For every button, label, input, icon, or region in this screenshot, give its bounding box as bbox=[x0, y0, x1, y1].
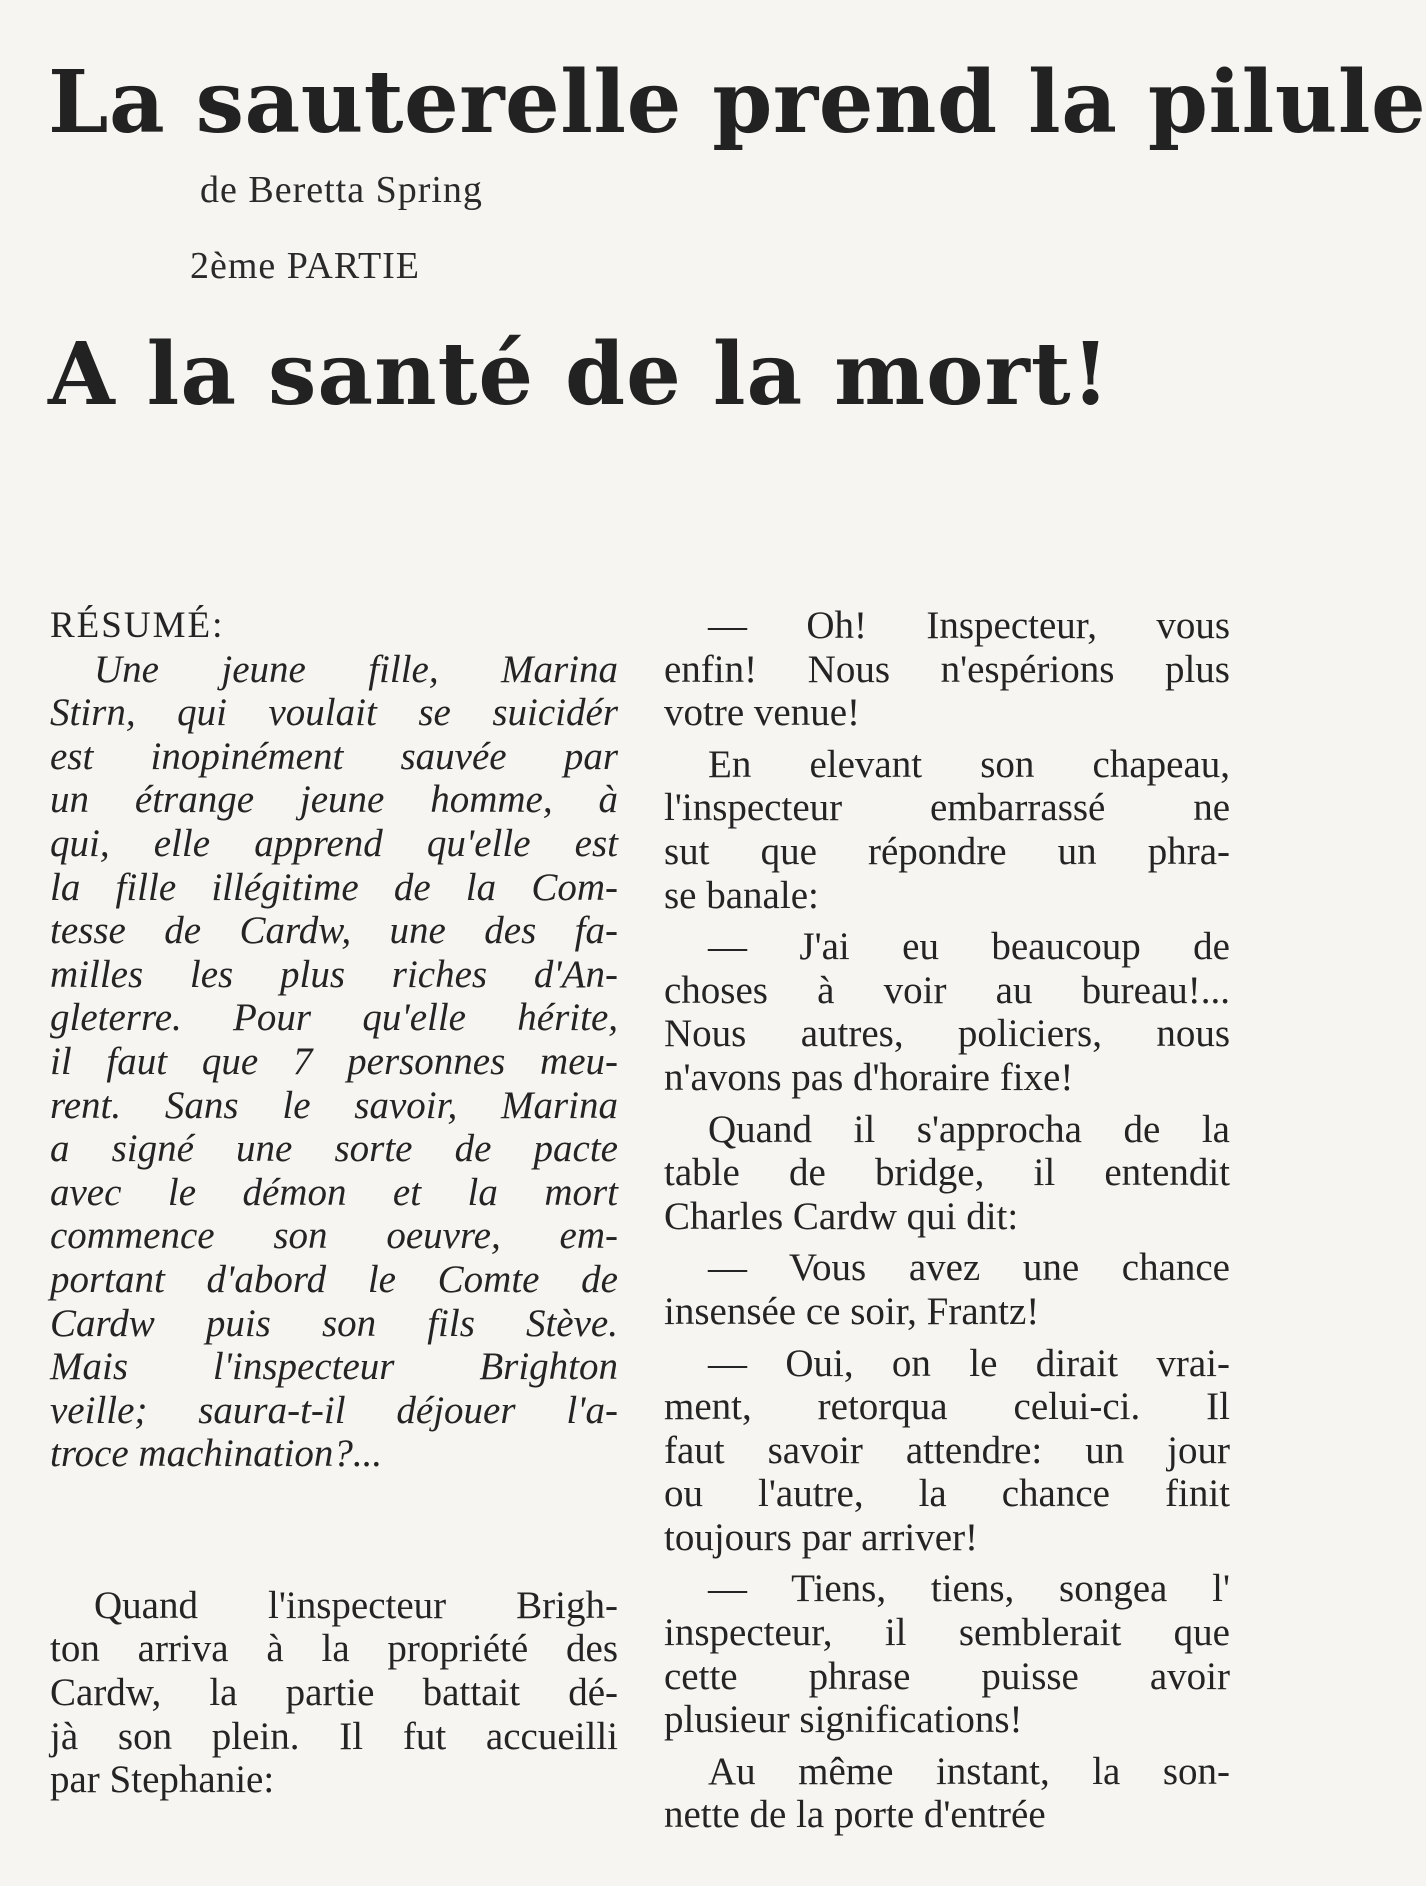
paragraph-line: Au même instant, la son- bbox=[708, 1749, 1230, 1793]
paragraph-line: n'avons pas d'horaire fixe! bbox=[664, 1055, 1074, 1099]
story-title: La sauterelle prend la pilule bbox=[48, 52, 1426, 153]
summary-line: Mais l'inspecteur Brighton bbox=[50, 1345, 618, 1389]
paragraph-line: l'inspecteur embarrassé ne bbox=[664, 786, 1230, 830]
resume-summary bbox=[50, 648, 618, 1476]
body-line: Cardw, la partie battait dé- bbox=[50, 1671, 618, 1715]
summary-line: avec le démon et la mort bbox=[50, 1170, 618, 1214]
summary-line: portant d'abord le Comte de bbox=[50, 1257, 618, 1301]
paragraph bbox=[664, 925, 1230, 1099]
summary-line: il faut que 7 personnes meu- bbox=[50, 1039, 618, 1083]
paragraph-line: — Tiens, tiens, songea l' bbox=[708, 1567, 1230, 1611]
paragraph-line: choses à voir au bureau!... bbox=[664, 968, 1230, 1012]
paragraph-line: Nous autres, policiers, nous bbox=[664, 1012, 1230, 1056]
paragraph-line: plusieur significations! bbox=[664, 1698, 1023, 1742]
paragraph-line: se banale: bbox=[664, 873, 819, 917]
body-line: Quand l'inspecteur Brigh- bbox=[94, 1583, 618, 1627]
paragraph-line: — Oui, on le dirait vrai- bbox=[708, 1341, 1230, 1385]
paragraph bbox=[664, 1567, 1230, 1741]
summary-line: tesse de Cardw, une des fa- bbox=[50, 909, 618, 953]
summary-line: un étrange jeune homme, à bbox=[50, 778, 618, 822]
summary-line: Une jeune fille, Marina bbox=[94, 647, 618, 691]
paragraph-line: cette phrase puisse avoir bbox=[664, 1654, 1230, 1698]
paragraph bbox=[664, 743, 1230, 917]
paragraph-line: Quand il s'approcha de la bbox=[708, 1107, 1230, 1151]
paragraph-line: nette de la porte d'entrée bbox=[664, 1793, 1046, 1837]
paragraph-line: insensée ce soir, Frantz! bbox=[664, 1289, 1040, 1333]
paragraph-line: faut savoir attendre: un jour bbox=[664, 1428, 1230, 1472]
part-label: 2ème PARTIE bbox=[190, 245, 421, 287]
paragraph-line: toujours par arriver! bbox=[664, 1515, 979, 1559]
chapter-title: A la santé de la mort! bbox=[48, 324, 1111, 425]
summary-line: qui, elle apprend qu'elle est bbox=[50, 821, 618, 865]
summary-line: Cardw puis son fils Stève. bbox=[50, 1301, 618, 1345]
body-line: jà son plein. Il fut accueilli bbox=[50, 1714, 618, 1758]
summary-line: commence son oeuvre, em- bbox=[50, 1214, 618, 1258]
summary-line: rent. Sans le savoir, Marina bbox=[50, 1083, 618, 1127]
paragraph bbox=[664, 1750, 1230, 1837]
paragraph-line: votre venue! bbox=[664, 691, 860, 735]
paragraph-line: enfin! Nous n'espérions plus bbox=[664, 647, 1230, 691]
paragraph bbox=[664, 1342, 1230, 1560]
summary-line: a signé une sorte de pacte bbox=[50, 1127, 618, 1171]
paragraph-line: ment, retorqua celui-ci. Il bbox=[664, 1385, 1230, 1429]
story-body-start bbox=[50, 1584, 618, 1802]
body-line: ton arriva à la propriété des bbox=[50, 1627, 618, 1671]
summary-line: veille; saura-t-il déjouer l'a- bbox=[50, 1388, 618, 1432]
summary-line: troce machination?... bbox=[50, 1432, 383, 1476]
paragraph-line: sut que répondre un phra- bbox=[664, 829, 1230, 873]
summary-line: milles les plus riches d'An- bbox=[50, 952, 618, 996]
paragraph bbox=[664, 604, 1230, 735]
summary-line: Stirn, qui voulait se suicidér bbox=[50, 691, 618, 735]
paragraph-line: table de bridge, il entendit bbox=[664, 1151, 1230, 1195]
paragraph-line: Charles Cardw qui dit: bbox=[664, 1194, 1019, 1238]
paragraph-line: — J'ai eu beaucoup de bbox=[708, 925, 1230, 969]
resume-heading: RÉSUMÉ: bbox=[50, 605, 225, 646]
paragraph-line: ou l'autre, la chance finit bbox=[664, 1472, 1230, 1516]
paragraph-line: inspecteur, il semblerait que bbox=[664, 1611, 1230, 1655]
paragraph-line: En elevant son chapeau, bbox=[708, 742, 1230, 786]
paragraph bbox=[664, 1246, 1230, 1333]
author-byline: de Beretta Spring bbox=[200, 169, 483, 211]
right-column bbox=[664, 604, 1230, 1837]
paragraph-line: — Oh! Inspecteur, vous bbox=[708, 604, 1230, 647]
summary-line: la fille illégitime de la Com- bbox=[50, 865, 618, 909]
summary-line: gleterre. Pour qu'elle hérite, bbox=[50, 996, 618, 1040]
paragraph-line: — Vous avez une chance bbox=[708, 1246, 1230, 1290]
body-line: par Stephanie: bbox=[50, 1758, 275, 1802]
paragraph bbox=[664, 1108, 1230, 1239]
left-column bbox=[50, 604, 618, 1802]
summary-line: est inopinément sauvée par bbox=[50, 734, 618, 778]
